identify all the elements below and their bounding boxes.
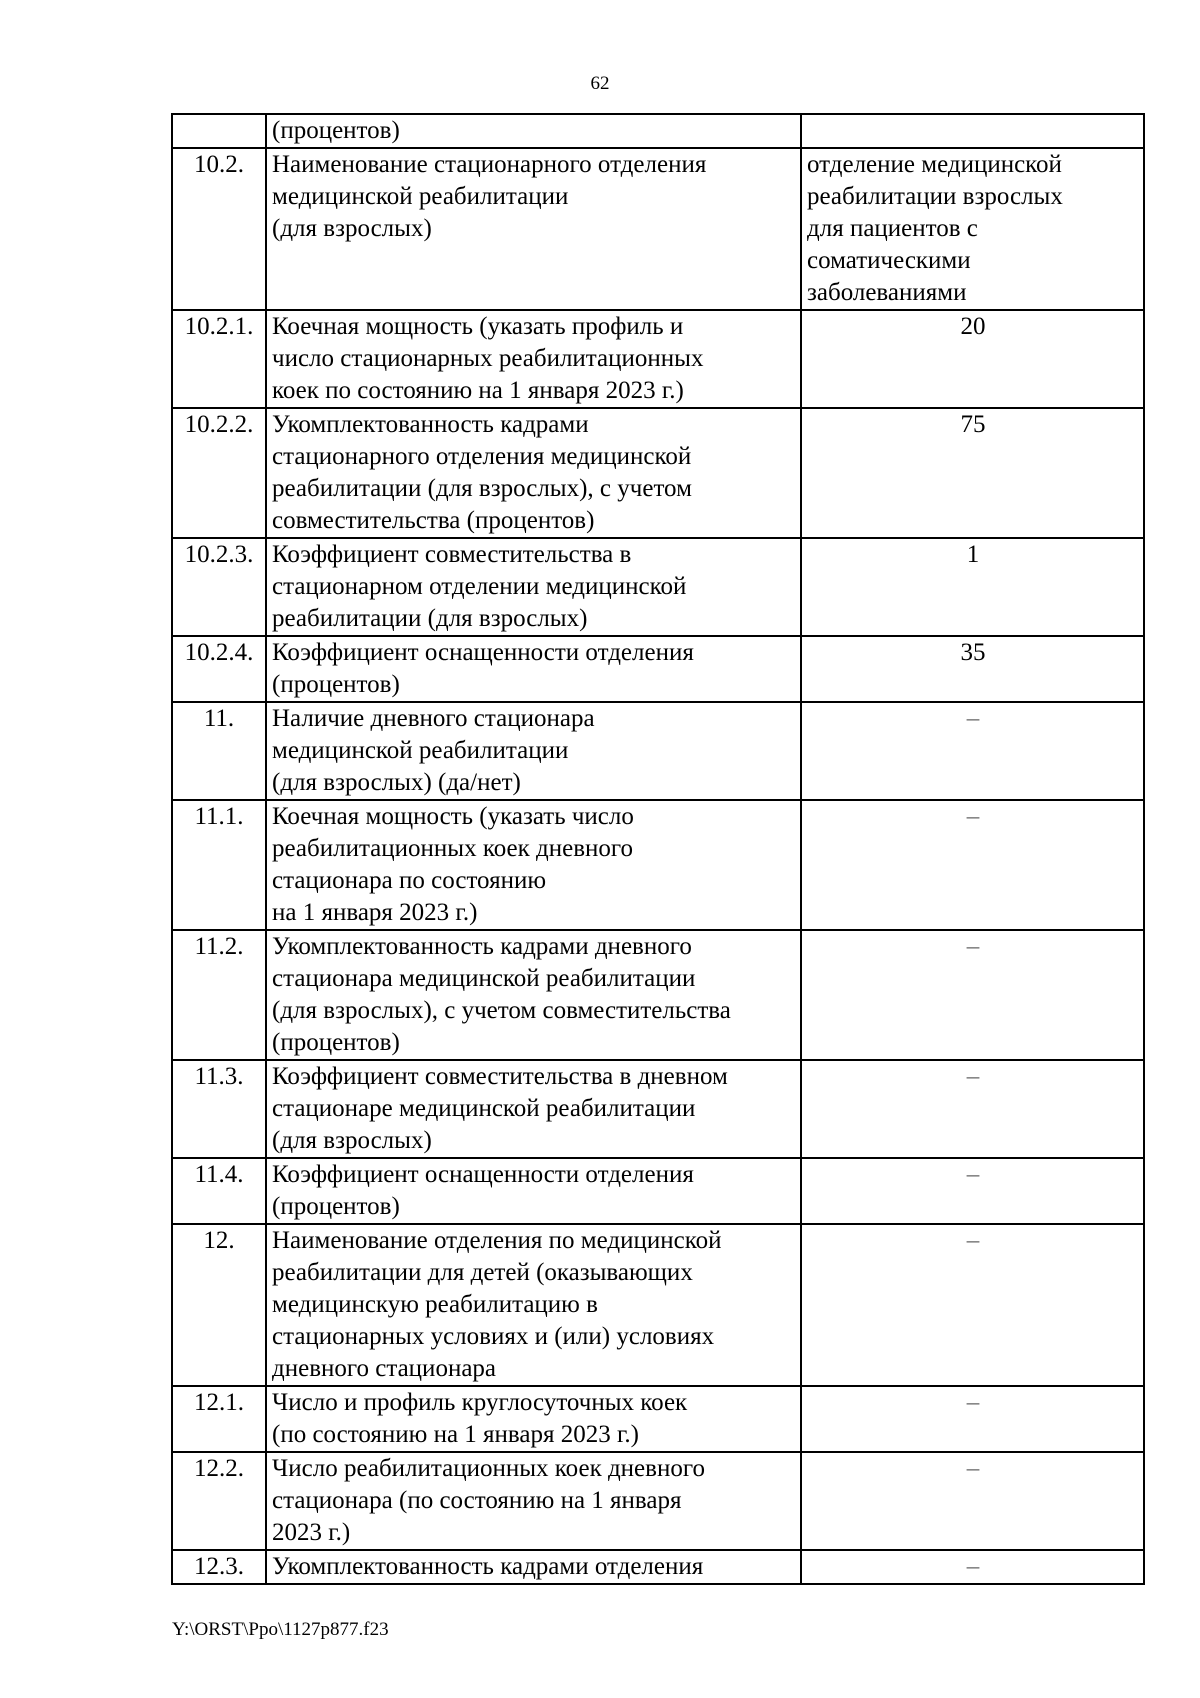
row-description-line: (для взрослых), с учетом совместительства xyxy=(272,997,731,1024)
table-body xyxy=(172,114,1144,1584)
row-number: 10.2.3. xyxy=(184,541,254,568)
row-description-line: (для взрослых) (да/нет) xyxy=(272,769,521,796)
row-description-line: Коэффициент оснащенности отделения xyxy=(272,639,694,666)
row-description-cell xyxy=(266,1060,801,1158)
row-value-cell xyxy=(801,1550,1144,1584)
table-row xyxy=(172,702,1144,800)
row-number-cell xyxy=(172,1158,266,1224)
row-number: 10.2. xyxy=(194,151,244,178)
table-row xyxy=(172,930,1144,1060)
row-description-line: Наличие дневного стационара xyxy=(272,705,595,732)
row-description-line: на 1 января 2023 г.) xyxy=(272,899,478,926)
row-value-cell xyxy=(801,310,1144,408)
row-description-line: реабилитации (для взрослых) xyxy=(272,605,588,632)
row-value-cell xyxy=(801,148,1144,310)
row-description-line: стационара по состоянию xyxy=(272,867,546,894)
row-description-line: стационарного отделения медицинской xyxy=(272,443,692,470)
row-description-line: число стационарных реабилитационных xyxy=(272,345,704,372)
row-value-line: 20 xyxy=(960,313,986,340)
row-description-line: медицинскую реабилитацию в xyxy=(272,1291,598,1318)
row-description-line: Укомплектованность кадрами дневного xyxy=(272,933,692,960)
row-description-line: Коечная мощность (указать число xyxy=(272,803,634,830)
row-description-cell xyxy=(266,114,801,148)
row-value-line: – xyxy=(966,705,980,732)
row-description-cell xyxy=(266,310,801,408)
row-value-line: заболеваниями xyxy=(807,279,967,306)
row-description-cell xyxy=(266,702,801,800)
row-description-line: (процентов) xyxy=(272,117,400,144)
row-number: 12.2. xyxy=(194,1455,244,1482)
row-description-line: (по состоянию на 1 января 2023 г.) xyxy=(272,1421,640,1448)
row-description-cell xyxy=(266,1386,801,1452)
row-value-line: 35 xyxy=(960,639,986,666)
row-value-cell xyxy=(801,930,1144,1060)
row-number: 12.3. xyxy=(194,1553,244,1580)
row-number-cell xyxy=(172,538,266,636)
row-description-line: реабилитации для детей (оказывающих xyxy=(272,1259,693,1286)
row-number: 12.1. xyxy=(194,1389,244,1416)
row-description-line: Число реабилитационных коек дневного xyxy=(272,1455,705,1482)
row-number-cell xyxy=(172,1452,266,1550)
row-description-line: медицинской реабилитации xyxy=(272,183,569,210)
row-number: 10.2.1. xyxy=(184,313,254,340)
row-description-cell xyxy=(266,1158,801,1224)
row-number-cell xyxy=(172,1550,266,1584)
row-number-cell xyxy=(172,636,266,702)
row-description-line: дневного стационара xyxy=(272,1355,497,1382)
row-number: 10.2.4. xyxy=(184,639,254,666)
row-value-line: – xyxy=(966,1063,980,1090)
row-value-line xyxy=(807,115,1139,147)
row-description-line: стационарном отделении медицинской xyxy=(272,573,687,600)
row-description-line: медицинской реабилитации xyxy=(272,737,569,764)
row-description-line: Коечная мощность (указать профиль и xyxy=(272,313,684,340)
row-value-cell xyxy=(801,1386,1144,1452)
table-row xyxy=(172,310,1144,408)
row-value-line: – xyxy=(966,1455,980,1482)
row-description-line: Укомплектованность кадрами отделения xyxy=(272,1553,704,1580)
row-description-line: Число и профиль круглосуточных коек xyxy=(272,1389,688,1416)
row-number: 11.3. xyxy=(194,1063,244,1090)
row-number-cell xyxy=(172,114,266,148)
row-value-cell xyxy=(801,1158,1144,1224)
row-value-line: – xyxy=(966,1389,980,1416)
row-description-cell xyxy=(266,538,801,636)
row-description-line: реабилитационных коек дневного xyxy=(272,835,634,862)
row-description-line: совместительства (процентов) xyxy=(272,507,595,534)
row-description-cell xyxy=(266,636,801,702)
row-description-line: стационаре медицинской реабилитации xyxy=(272,1095,696,1122)
row-description-line: Коэффициент оснащенности отделения xyxy=(272,1161,694,1188)
row-value-line: реабилитации взрослых xyxy=(807,183,1063,210)
row-value-line: 1 xyxy=(966,541,980,568)
row-number-cell xyxy=(172,1224,266,1386)
indicators-table xyxy=(171,113,1145,1585)
row-value-cell xyxy=(801,1452,1144,1550)
footer-file-path: Y:\ORST\Ppo\1127p877.f23 xyxy=(172,1619,389,1640)
row-description-cell xyxy=(266,1452,801,1550)
row-value-cell xyxy=(801,114,1144,148)
row-value-line: – xyxy=(966,933,980,960)
row-number-cell xyxy=(172,930,266,1060)
table-row xyxy=(172,1060,1144,1158)
row-description-line: (для взрослых) xyxy=(272,1127,432,1154)
row-description-line: Наименование стационарного отделения xyxy=(272,151,707,178)
row-number-cell xyxy=(172,702,266,800)
table-row xyxy=(172,1386,1144,1452)
row-description-line: Укомплектованность кадрами xyxy=(272,411,589,438)
row-number: 11.2. xyxy=(194,933,244,960)
table-row xyxy=(172,1452,1144,1550)
table-row xyxy=(172,148,1144,310)
row-value-cell xyxy=(801,538,1144,636)
row-description-line: (процентов) xyxy=(272,1193,400,1220)
row-value-line: соматическими xyxy=(807,247,971,274)
table-row xyxy=(172,1158,1144,1224)
row-description-line: 2023 г.) xyxy=(272,1519,351,1546)
row-value-line: – xyxy=(966,803,980,830)
row-description-cell xyxy=(266,408,801,538)
row-value-line: 75 xyxy=(960,411,986,438)
row-number: 11.1. xyxy=(194,803,244,830)
table-row xyxy=(172,636,1144,702)
row-value-line: – xyxy=(966,1553,980,1580)
row-description-cell xyxy=(266,148,801,310)
row-description-cell xyxy=(266,1224,801,1386)
row-value-cell xyxy=(801,800,1144,930)
row-value-cell xyxy=(801,636,1144,702)
row-value-cell xyxy=(801,408,1144,538)
table-row xyxy=(172,800,1144,930)
row-value-line: для пациентов с xyxy=(807,215,978,242)
row-number-cell xyxy=(172,408,266,538)
row-value-cell xyxy=(801,1060,1144,1158)
table-row xyxy=(172,1224,1144,1386)
page-number: 62 xyxy=(590,73,610,94)
row-description-line: Коэффициент совместительства в xyxy=(272,541,632,568)
row-value-cell xyxy=(801,1224,1144,1386)
row-value-line: – xyxy=(966,1161,980,1188)
row-description-line: стационара медицинской реабилитации xyxy=(272,965,696,992)
row-number-cell xyxy=(172,310,266,408)
row-number: 11. xyxy=(203,705,235,732)
row-description-cell xyxy=(266,800,801,930)
row-number-cell xyxy=(172,1060,266,1158)
row-value-cell xyxy=(801,702,1144,800)
row-description-cell xyxy=(266,930,801,1060)
row-value-line: – xyxy=(966,1227,980,1254)
row-number: 11.4. xyxy=(194,1161,244,1188)
row-number-cell xyxy=(172,800,266,930)
row-description-line: Наименование отделения по медицинской xyxy=(272,1227,722,1254)
table-row xyxy=(172,408,1144,538)
row-description-line: стационара (по состоянию на 1 января xyxy=(272,1487,682,1514)
row-description-line: Коэффициент совместительства в дневном xyxy=(272,1063,728,1090)
row-description-line: (процентов) xyxy=(272,671,400,698)
row-description-line: (для взрослых) xyxy=(272,215,432,242)
row-number-cell xyxy=(172,148,266,310)
row-number: 10.2.2. xyxy=(184,411,254,438)
row-description-line: стационарных условиях и (или) условиях xyxy=(272,1323,715,1350)
table-row xyxy=(172,1550,1144,1584)
row-description-line: (процентов) xyxy=(272,1029,400,1056)
row-description-line: реабилитации (для взрослых), с учетом xyxy=(272,475,692,502)
row-number: 12. xyxy=(203,1227,235,1254)
row-description-line: коек по состоянию на 1 января 2023 г.) xyxy=(272,377,684,404)
row-value-line: отделение медицинской xyxy=(807,151,1062,178)
table-row xyxy=(172,538,1144,636)
table-row xyxy=(172,114,1144,148)
row-number-cell xyxy=(172,1386,266,1452)
row-description-cell xyxy=(266,1550,801,1584)
